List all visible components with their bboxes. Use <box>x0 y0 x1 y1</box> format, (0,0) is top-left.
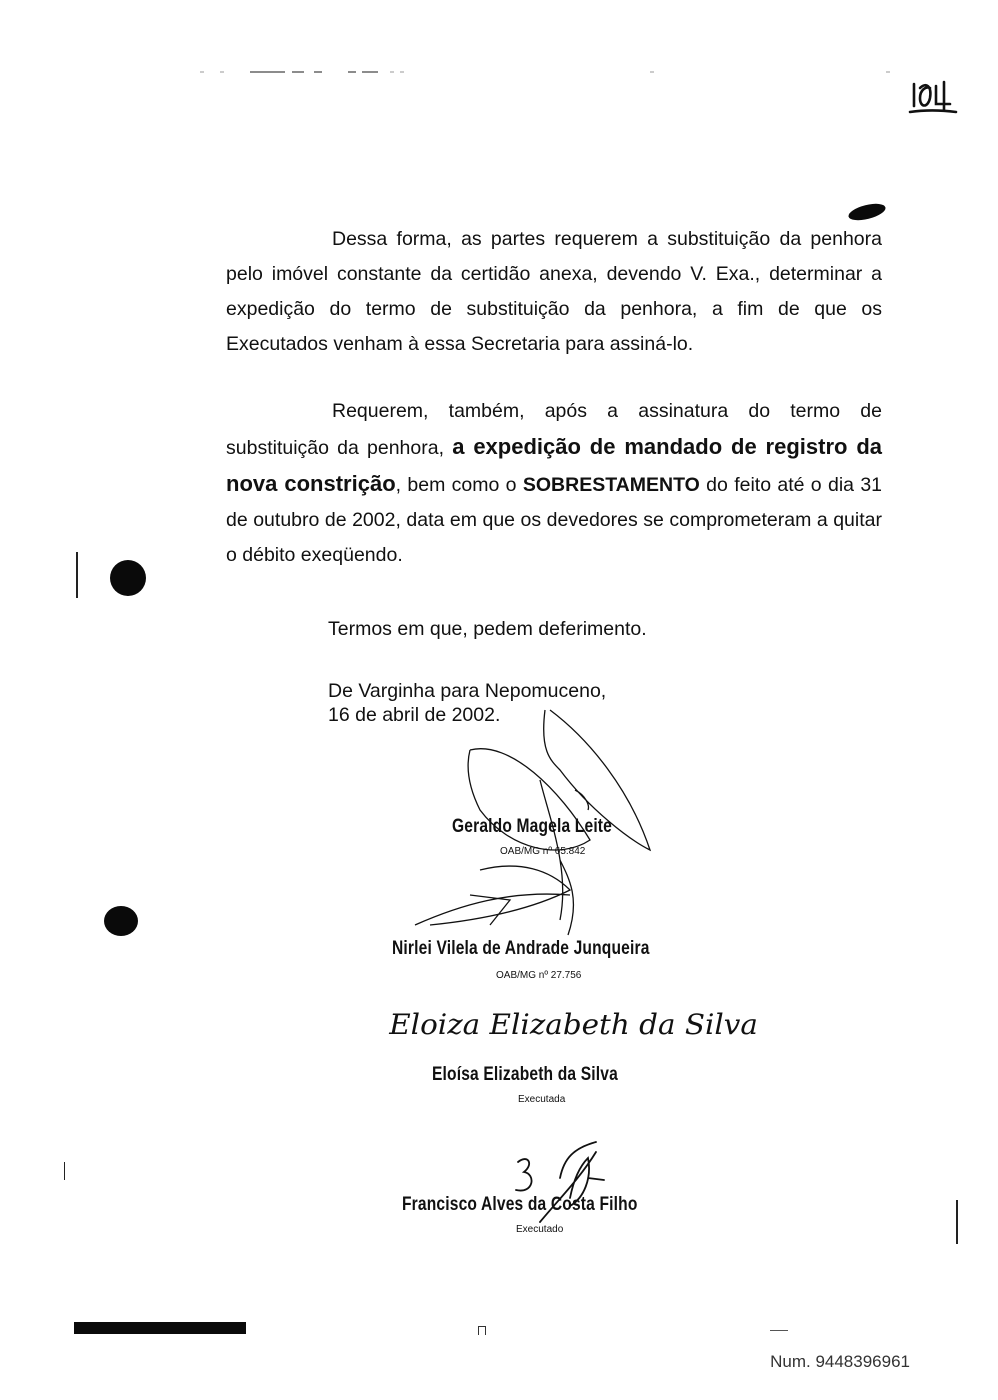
punch-hole-top <box>110 560 146 596</box>
scan-mark-bottom <box>478 1326 486 1335</box>
punch-hole-bottom <box>104 906 138 936</box>
paragraph-2-bold: a expedição de mandado de registro da nova constrição <box>226 434 883 496</box>
signatory-3-name: Eloísa Elizabeth da Silva <box>432 1064 618 1085</box>
scan-edge-mark <box>76 552 78 598</box>
handwritten-signature-eloisa: Eloiza Elizabeth da Silva <box>389 1008 758 1041</box>
signatory-2-oab: OAB/MG nº 27.756 <box>496 970 582 981</box>
signatory-1-name: Geraldo Magela Leite <box>452 816 613 837</box>
place-line: De Varginha para Nepomuceno, <box>328 680 607 702</box>
paragraph-2-text-b: , bem como o <box>395 474 517 496</box>
handwritten-signature-loops <box>410 700 670 950</box>
paragraph-2-text-c: do feito até o dia 31 de outubro de 2002, data em que os devedores se comprometeram a quitar o débito exeqüendo. <box>226 474 883 566</box>
page-number <box>906 68 962 123</box>
paragraph-substitution <box>226 222 882 362</box>
signatory-1-oab: OAB/MG nº 65.842 <box>500 846 586 857</box>
signatory-4-name: Francisco Alves da Costa Filho <box>402 1194 638 1215</box>
paragraph-requests <box>226 394 882 573</box>
signatory-2-name: Nirlei Vilela de Andrade Junqueira <box>392 938 650 959</box>
scan-marks-top <box>180 64 900 84</box>
closing-request: Termos em que, pedem deferimento. <box>328 618 647 640</box>
scan-edge-mark <box>956 1200 958 1244</box>
paragraph-2-text-a: Requerem, também, após a assinatura do termo de substituição da penhora, <box>226 400 882 459</box>
scan-bar-bottom <box>74 1322 246 1334</box>
scan-line-bottom <box>770 1330 788 1331</box>
paragraph-1-text: Dessa forma, as partes requerem a substituição da penhora pelo imóvel constante da certidão anexa, devendo V. Exa., determinar a expedição do termo de substituição da penhora, a fim de que os Executados venham à essa Secretaria para assiná-lo. <box>226 228 882 355</box>
document-id: Num. 9448396961 <box>770 1352 910 1371</box>
signatory-4-role: Executado <box>516 1224 564 1235</box>
page-number-handwriting <box>906 68 962 118</box>
scan-edge-mark <box>64 1162 65 1180</box>
ink-smudge <box>847 201 887 224</box>
signatory-3-role: Executada <box>518 1094 566 1105</box>
date-line: 16 de abril de 2002. <box>328 704 501 726</box>
paragraph-2-caps: SOBRESTAMENTO <box>522 474 700 496</box>
